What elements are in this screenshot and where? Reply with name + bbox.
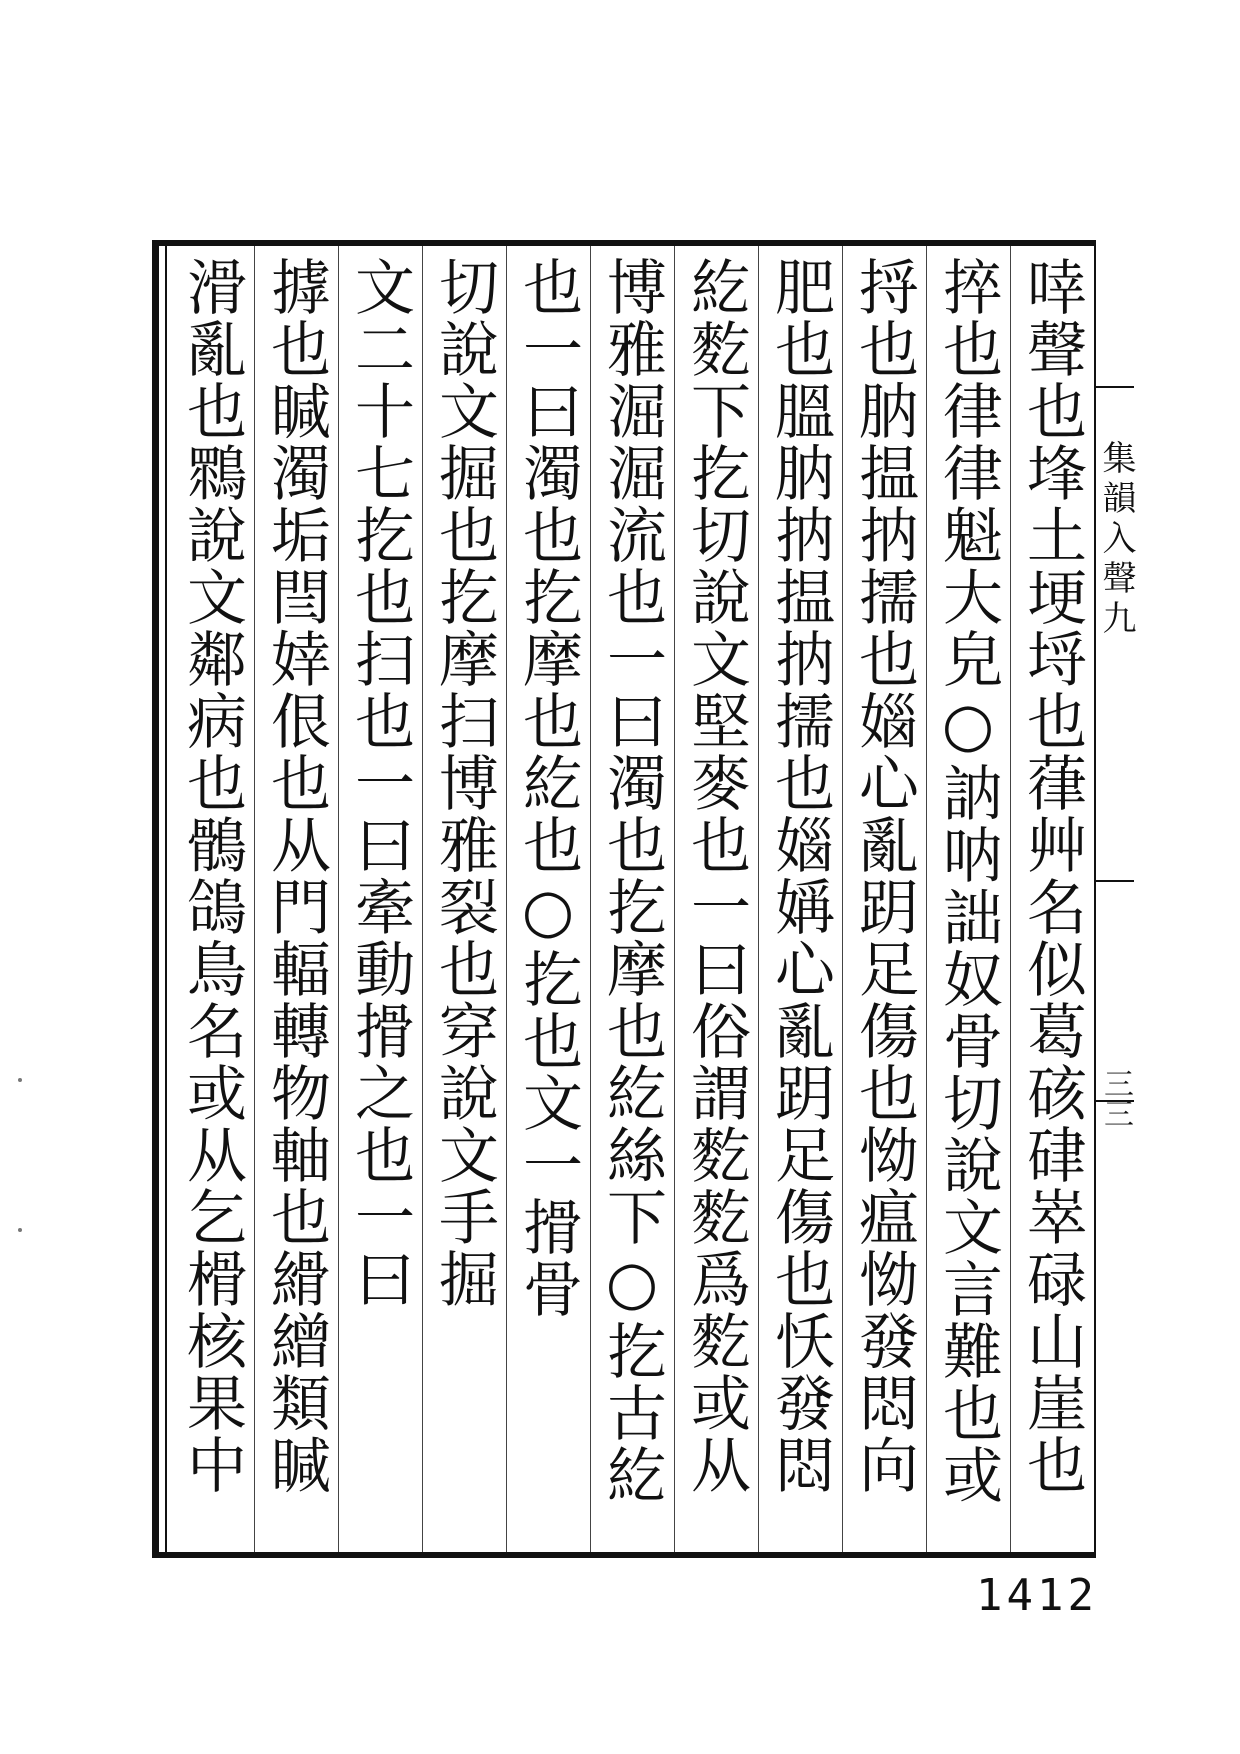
- text-column-9: 文二十七扢也扫也一曰牽動搰之也一曰: [345, 256, 415, 1310]
- column-divider: [1010, 246, 1011, 1552]
- text-column-10: 摢也䁍濁垢閆婞佷也从門輻轉物軸也縎繒類䁍: [261, 256, 331, 1496]
- text-column-3: 捋也肭揾抐擩也㛴心亂跀足傷也怮瘟怮發悶向: [849, 256, 919, 1496]
- margin-strip: [1094, 240, 1136, 1558]
- column-divider: [758, 246, 759, 1552]
- scan-speck: [18, 1078, 22, 1082]
- scan-speck: [18, 1228, 22, 1232]
- text-column-1: 啈聲也埄土埂埒也葎艸名似葛硋硉崒碌山崖也: [1017, 256, 1087, 1496]
- column-divider: [506, 246, 507, 1552]
- text-column-8: 切說文掘也扢摩扫博雅裂也穿說文手掘: [429, 256, 499, 1310]
- text-column-5: 紇麧下扢切說文堅麥也一曰俗謂麧麧爲麧或从: [681, 256, 751, 1496]
- column-divider: [590, 246, 591, 1552]
- margin-folio: 三三: [1098, 1068, 1133, 1128]
- page-number: 1412: [976, 1570, 1098, 1621]
- column-divider: [254, 246, 255, 1552]
- column-divider: [842, 246, 843, 1552]
- margin-rule-top: [1094, 386, 1134, 388]
- text-column-11: 滑亂也䳴說文鄰病也鶻鴿鳥名或从乞榾核果中: [177, 256, 247, 1496]
- text-column-2: 捽也律律魁大皃○訥呐詘奴骨切說文言難也或: [933, 256, 1003, 1506]
- column-divider: [338, 246, 339, 1552]
- column-divider: [926, 246, 927, 1552]
- column-divider: [422, 246, 423, 1552]
- margin-rule-middle: [1094, 880, 1134, 882]
- column-divider: [674, 246, 675, 1552]
- text-column-6: 博雅淈淈流也一曰濁也扢摩也紇絲下○扢古紇: [597, 256, 667, 1506]
- text-column-4: 肥也膃肭抐揾抐擩也㛴㛵心亂跀足傷也㤇發悶: [765, 256, 835, 1496]
- margin-title: 集韻入聲九: [1096, 440, 1136, 640]
- text-column-7: 也一曰濁也扢摩也紇也○扢也文一搰骨: [513, 256, 583, 1320]
- frame-inner-rule: [165, 246, 167, 1552]
